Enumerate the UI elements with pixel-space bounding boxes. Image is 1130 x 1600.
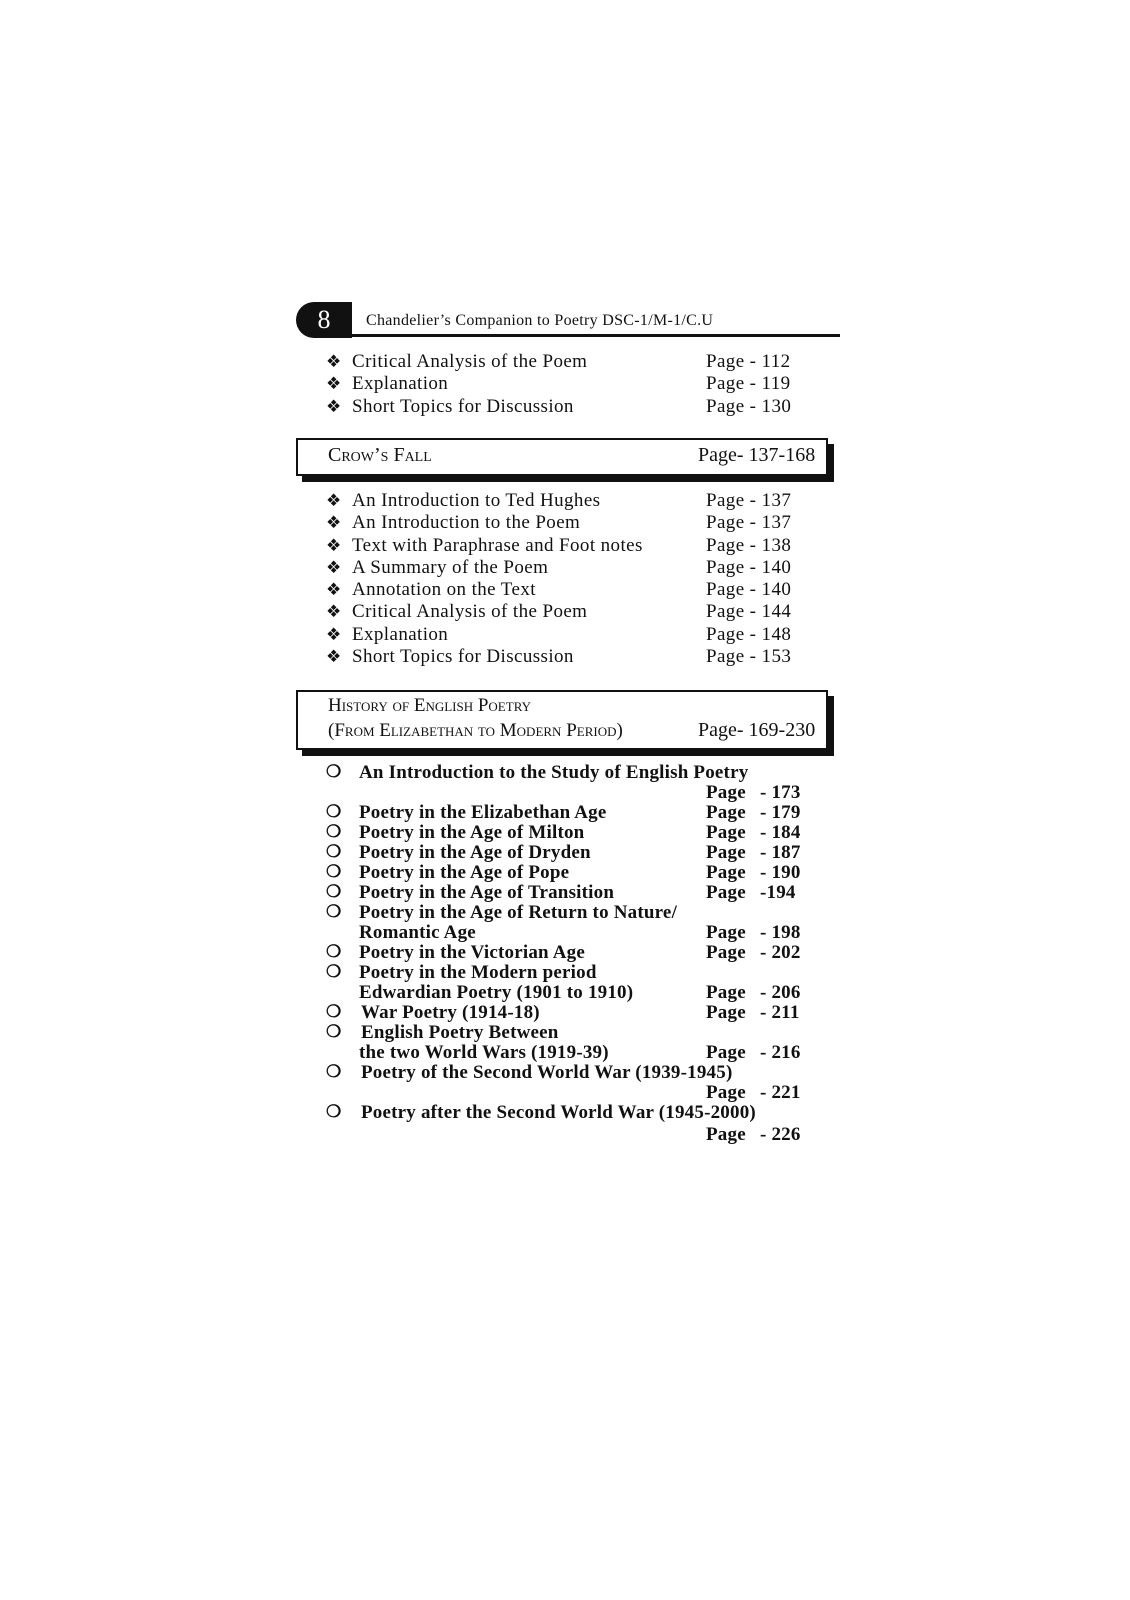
- toc-entry-title: Text with Paraphrase and Foot notes: [352, 534, 643, 556]
- toc-entry-page-word: Page: [706, 822, 746, 843]
- toc-entry-page: - 226: [760, 1124, 801, 1145]
- toc-entry-page: - 179: [760, 802, 801, 823]
- toc-entry-page: Page - 153: [706, 646, 792, 668]
- toc-entry-page-word: Page: [706, 1082, 746, 1103]
- toc-entry-title: Poetry of the Second World War (1939-1945): [361, 1062, 733, 1083]
- toc-entry-title: English Poetry Between: [361, 1022, 559, 1043]
- toc-entry-page-word: Page: [706, 1002, 746, 1023]
- section-title-line2: (From Elizabethan to Modern Period): [328, 720, 623, 741]
- toc-entry-page: -194: [760, 882, 796, 903]
- circle-bullet-icon: ❍: [326, 882, 342, 901]
- toc-entry-page: - 206: [760, 982, 801, 1003]
- toc-entry-page-word: Page: [706, 882, 746, 903]
- circle-bullet-icon: ❍: [326, 842, 342, 861]
- toc-entry-title: Poetry in the Age of Dryden: [359, 842, 591, 863]
- circle-bullet-icon: ❍: [326, 1062, 342, 1081]
- toc-entry-page: - 173: [760, 782, 801, 803]
- toc-entry-title: A Summary of the Poem: [352, 556, 549, 578]
- diamond-bullet-icon: ❖: [326, 557, 342, 577]
- toc-entry-title: Short Topics for Discussion: [352, 395, 574, 417]
- toc-entry-page-word: Page: [706, 782, 746, 803]
- toc-entry-title: Critical Analysis of the Poem: [352, 601, 588, 623]
- toc-entry-title: An Introduction to the Study of English Poetry: [359, 762, 749, 783]
- diamond-bullet-icon: ❖: [326, 513, 342, 533]
- circle-bullet-icon: ❍: [326, 862, 342, 881]
- circle-bullet-icon: ❍: [326, 902, 342, 921]
- toc-entry-page: - 216: [760, 1042, 801, 1063]
- toc-entry-page: - 187: [760, 842, 801, 863]
- toc-entry-title: Poetry in the Modern period: [359, 962, 597, 983]
- toc-entry-page-word: Page: [706, 922, 746, 943]
- section-title-line1: History of English Poetry: [328, 695, 532, 716]
- toc-entry-page: Page - 130: [706, 395, 792, 417]
- section-box-crows-fall: [296, 438, 828, 476]
- header-rule: [352, 334, 840, 337]
- toc-entry-title: Short Topics for Discussion: [352, 646, 574, 668]
- toc-entry-title: Critical Analysis of the Poem: [352, 351, 588, 372]
- diamond-bullet-icon: ❖: [326, 535, 342, 555]
- toc-entry-page-word: Page: [706, 862, 746, 883]
- diamond-bullet-icon: ❖: [326, 491, 342, 510]
- toc-entry-page: - 202: [760, 942, 801, 963]
- toc-entry-title-continued: Edwardian Poetry (1901 to 1910): [359, 982, 634, 1003]
- circle-bullet-icon: ❍: [326, 1102, 342, 1121]
- toc-entry-title: Poetry in the Elizabethan Age: [359, 802, 607, 823]
- toc-entry-title: Poetry in the Age of Pope: [359, 862, 570, 883]
- toc-entry-page: Page - 148: [706, 623, 792, 645]
- toc-entry-title: Poetry after the Second World War (1945-2000): [361, 1102, 756, 1123]
- toc-entry-page: Page - 138: [706, 534, 792, 556]
- toc-entry-page: Page - 119: [706, 373, 791, 395]
- toc-entry-title-continued: Romantic Age: [359, 922, 476, 943]
- diamond-bullet-icon: ❖: [326, 352, 342, 371]
- toc-entry-page-word: Page: [706, 842, 746, 863]
- circle-bullet-icon: ❍: [326, 762, 342, 781]
- circle-bullet-icon: ❍: [326, 962, 342, 981]
- toc-entry-page: - 190: [760, 862, 801, 883]
- circle-bullet-icon: ❍: [326, 1002, 342, 1021]
- toc-entry-title: Poetry in the Age of Milton: [359, 822, 585, 843]
- toc-entry-page: - 198: [760, 922, 801, 943]
- toc-entry-page: - 211: [760, 1002, 800, 1023]
- toc-entry-page: - 221: [760, 1082, 801, 1103]
- page-number-badge: 8: [296, 302, 352, 338]
- toc-entry-page: Page - 140: [706, 579, 792, 601]
- diamond-bullet-icon: ❖: [326, 580, 342, 600]
- toc-entry-page: Page - 137: [706, 490, 792, 511]
- running-header-title: Chandelier’s Companion to Poetry DSC-1/M-1/C.U: [366, 312, 714, 329]
- section-title: Crow’s Fall: [328, 444, 432, 466]
- toc-entry-page-word: Page: [706, 942, 746, 963]
- toc-entry-title: War Poetry (1914-18): [361, 1002, 540, 1023]
- circle-bullet-icon: ❍: [326, 822, 342, 841]
- diamond-bullet-icon: ❖: [326, 647, 342, 667]
- toc-entry-title: Explanation: [352, 373, 449, 395]
- toc-entry-page-word: Page: [706, 982, 746, 1003]
- circle-bullet-icon: ❍: [326, 1022, 342, 1041]
- toc-entry-page: Page - 112: [706, 351, 791, 372]
- section-page-range: Page- 137-168: [698, 444, 816, 466]
- diamond-bullet-icon: ❖: [326, 374, 342, 394]
- toc-entry-page: Page - 140: [706, 556, 792, 578]
- toc-entry-page: Page - 144: [706, 601, 792, 623]
- toc-entry-title: Explanation: [352, 623, 449, 645]
- toc-entry-page-word: Page: [706, 802, 746, 823]
- diamond-bullet-icon: ❖: [326, 624, 342, 644]
- toc-entry-title-continued: the two World Wars (1919-39): [359, 1042, 609, 1063]
- diamond-bullet-icon: ❖: [326, 396, 342, 416]
- toc-entry-title: Annotation on the Text: [352, 579, 536, 601]
- toc-entry-title: Poetry in the Age of Transition: [359, 882, 615, 903]
- circle-bullet-icon: ❍: [326, 942, 342, 961]
- section-page-range: Page- 169-230: [698, 719, 816, 741]
- section-box-history-english-poetry: [296, 690, 828, 750]
- diamond-bullet-icon: ❖: [326, 602, 342, 622]
- toc-entry-page-word: Page: [706, 1042, 746, 1063]
- circle-bullet-icon: ❍: [326, 802, 342, 821]
- toc-entry-page: - 184: [760, 822, 801, 843]
- toc-entry-title: An Introduction to the Poem: [352, 512, 581, 534]
- toc-entry-title: Poetry in the Victorian Age: [359, 942, 585, 963]
- toc-entry-title: An Introduction to Ted Hughes: [352, 490, 601, 511]
- toc-entry-title: Poetry in the Age of Return to Nature/: [359, 902, 678, 923]
- toc-entry-page: Page - 137: [706, 512, 792, 534]
- toc-entry-page-word: Page: [706, 1124, 746, 1145]
